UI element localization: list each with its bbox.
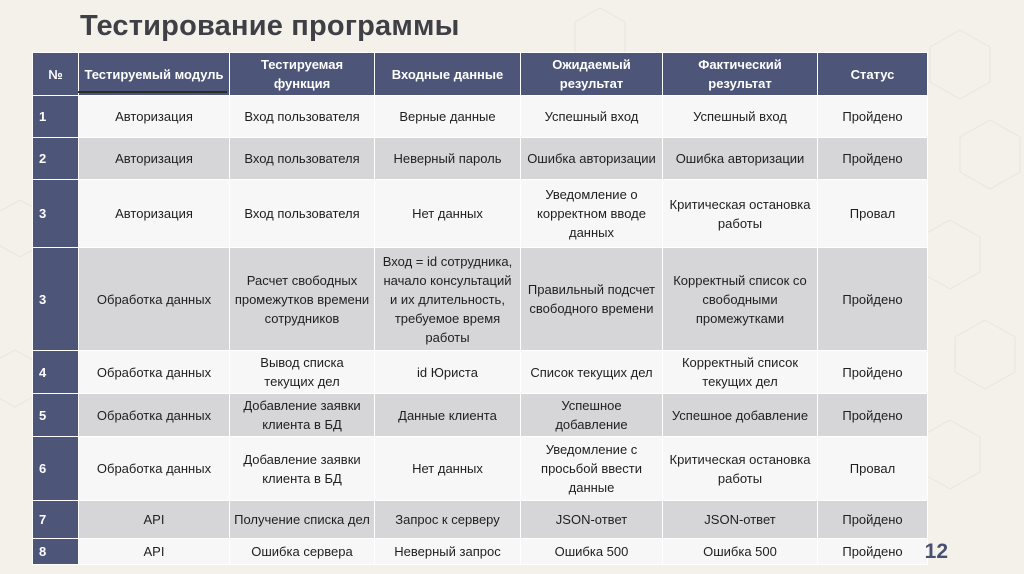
row-num: 5 <box>33 394 79 437</box>
row-function: Вход пользователя <box>230 138 375 180</box>
row-expected: Правильный подсчет свободного времени <box>521 248 663 351</box>
row-status: Пройдено <box>818 394 928 437</box>
table-row <box>33 539 928 565</box>
table-row <box>33 248 928 351</box>
row-module: Авторизация <box>79 180 230 248</box>
row-function: Получение списка дел <box>230 501 375 539</box>
row-status: Пройдено <box>818 501 928 539</box>
row-function: Добавление заявки клиента в БД <box>230 437 375 501</box>
header-status: Статус <box>818 53 928 96</box>
row-status: Пройдено <box>818 96 928 138</box>
row-function: Расчет свободных промежутков времени сотрудников <box>230 248 375 351</box>
row-status: Пройдено <box>818 138 928 180</box>
row-module: Авторизация <box>79 138 230 180</box>
row-num: 6 <box>33 437 79 501</box>
row-function: Вход пользователя <box>230 96 375 138</box>
row-input: Данные клиента <box>375 394 521 437</box>
row-status: Провал <box>818 180 928 248</box>
row-module: Обработка данных <box>79 248 230 351</box>
row-actual: Успешное добавление <box>663 394 818 437</box>
row-module: Обработка данных <box>79 394 230 437</box>
row-num: 3 <box>33 180 79 248</box>
table-row <box>33 351 928 394</box>
row-actual: Ошибка 500 <box>663 539 818 565</box>
row-status: Пройдено <box>818 351 928 394</box>
row-input: Нет данных <box>375 180 521 248</box>
table-row <box>33 96 928 138</box>
header-input: Входные данные <box>375 53 521 96</box>
row-num: 1 <box>33 96 79 138</box>
row-num: 4 <box>33 351 79 394</box>
row-function: Добавление заявки клиента в БД <box>230 394 375 437</box>
row-module: Обработка данных <box>79 351 230 394</box>
row-expected: Уведомление о корректном вводе данных <box>521 180 663 248</box>
row-module: API <box>79 539 230 565</box>
row-actual: Корректный список текущих дел <box>663 351 818 394</box>
row-actual: Критическая остановка работы <box>663 437 818 501</box>
table-row <box>33 138 928 180</box>
test-results-table <box>32 52 928 565</box>
header-function: Тестируемая функция <box>230 53 375 96</box>
row-actual: Ошибка авторизации <box>663 138 818 180</box>
row-num: 3 <box>33 248 79 351</box>
row-actual: Критическая остановка работы <box>663 180 818 248</box>
row-actual: JSON-ответ <box>663 501 818 539</box>
header-num: № <box>33 53 79 96</box>
header-module: Тестируемый модуль <box>79 53 230 96</box>
row-actual: Корректный список со свободными промежутками <box>663 248 818 351</box>
row-expected: Успешный вход <box>521 96 663 138</box>
module-header-underline <box>78 91 227 93</box>
slide-title: Тестирование программы <box>80 10 460 42</box>
row-input: Вход = id сотрудника, начало консультаций и их длительность, требуемое время работы <box>375 248 521 351</box>
table-row <box>33 501 928 539</box>
header-actual: Фактический результат <box>663 53 818 96</box>
row-status: Пройдено <box>818 539 928 565</box>
row-input: Нет данных <box>375 437 521 501</box>
header-expected: Ожидаемый результат <box>521 53 663 96</box>
row-num: 7 <box>33 501 79 539</box>
row-expected: Список текущих дел <box>521 351 663 394</box>
row-module: Авторизация <box>79 96 230 138</box>
table-row <box>33 437 928 501</box>
table-header-row <box>33 53 928 96</box>
row-expected: Уведомление с просьбой ввести данные <box>521 437 663 501</box>
table-row <box>33 394 928 437</box>
row-actual: Успешный вход <box>663 96 818 138</box>
row-status: Пройдено <box>818 248 928 351</box>
row-expected: Успешное добавление <box>521 394 663 437</box>
row-function: Вывод списка текущих дел <box>230 351 375 394</box>
row-num: 8 <box>33 539 79 565</box>
row-function: Ошибка сервера <box>230 539 375 565</box>
row-module: Обработка данных <box>79 437 230 501</box>
table-row <box>33 180 928 248</box>
page-number: 12 <box>924 540 948 563</box>
row-expected: Ошибка авторизации <box>521 138 663 180</box>
row-input: Верные данные <box>375 96 521 138</box>
row-input: id Юриста <box>375 351 521 394</box>
row-status: Провал <box>818 437 928 501</box>
row-function: Вход пользователя <box>230 180 375 248</box>
row-input: Неверный запрос <box>375 539 521 565</box>
row-input: Запрос к серверу <box>375 501 521 539</box>
row-num: 2 <box>33 138 79 180</box>
row-expected: Ошибка 500 <box>521 539 663 565</box>
row-expected: JSON-ответ <box>521 501 663 539</box>
row-module: API <box>79 501 230 539</box>
row-input: Неверный пароль <box>375 138 521 180</box>
